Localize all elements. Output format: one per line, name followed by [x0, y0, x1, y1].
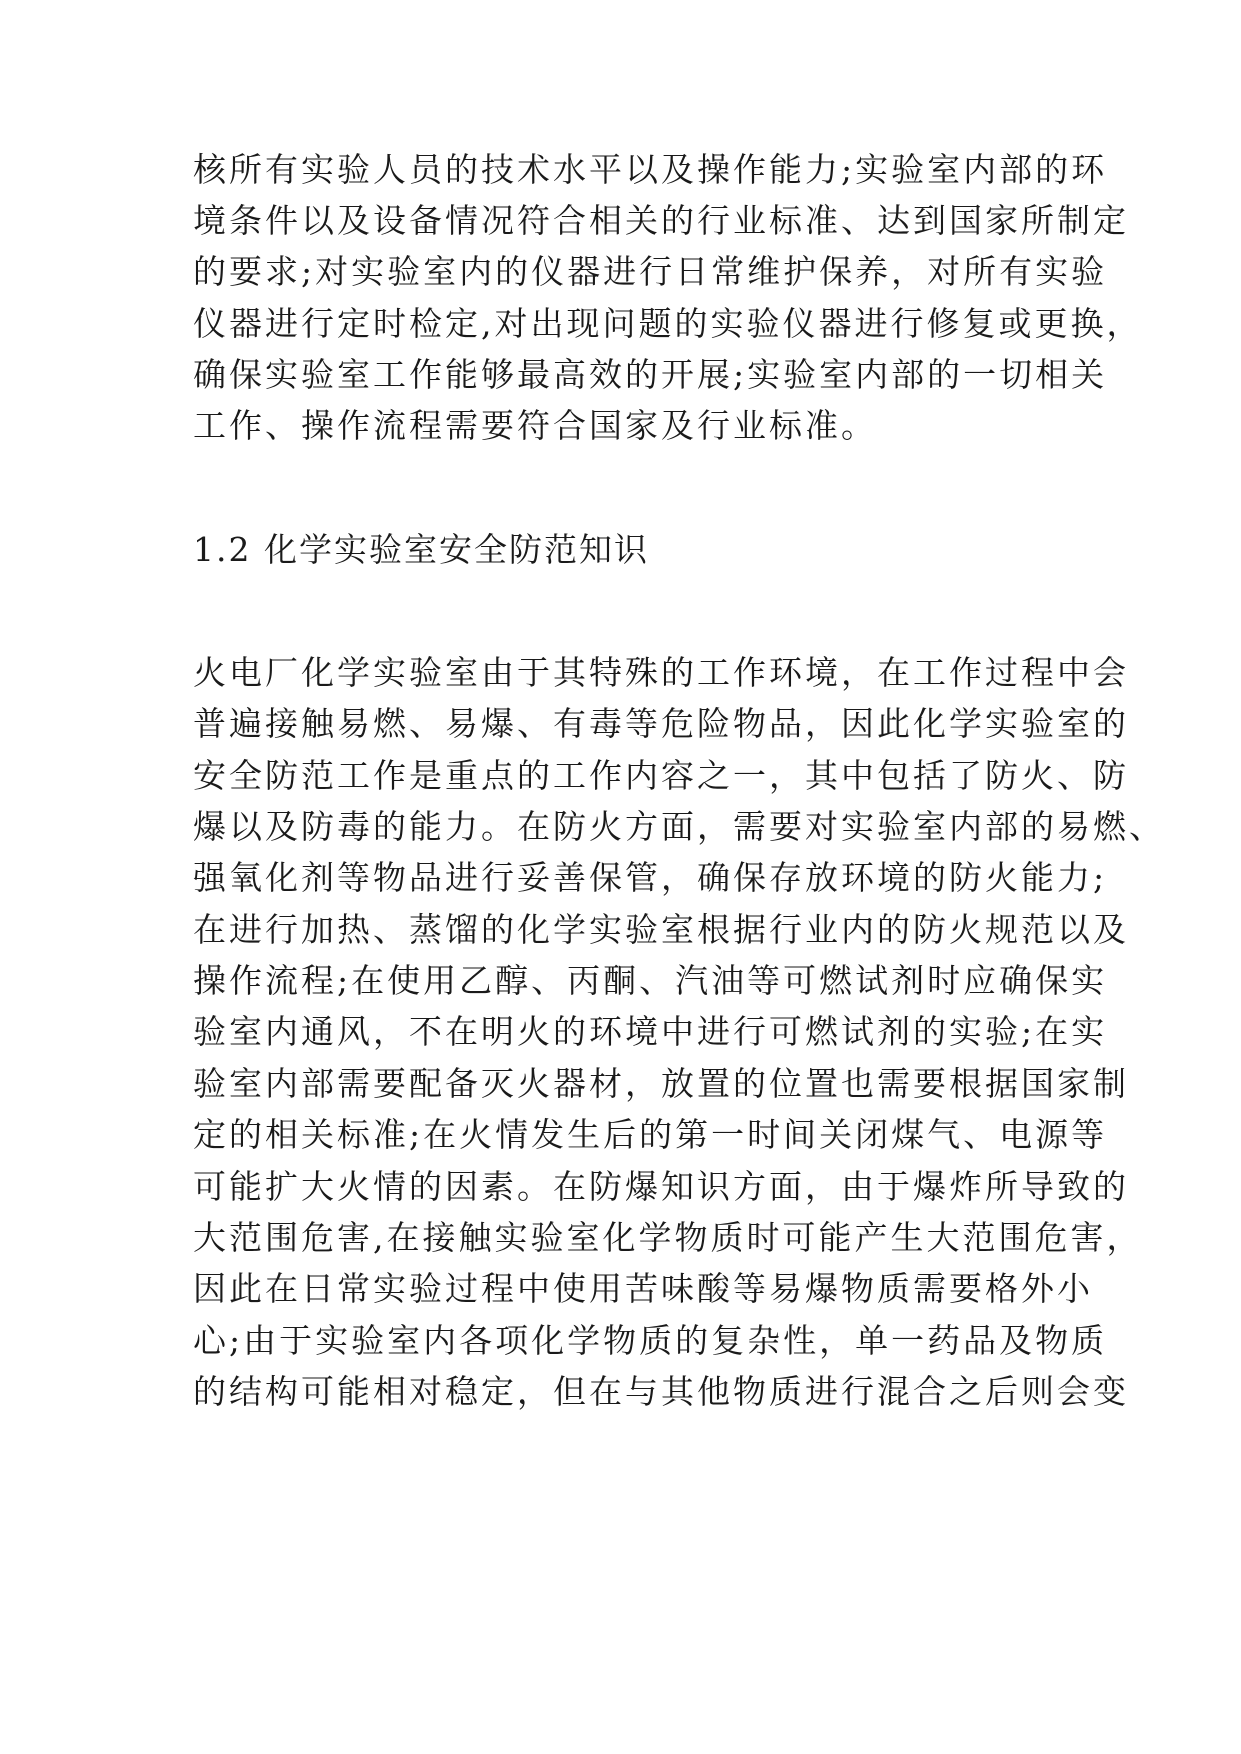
text-line: 操作流程;在使用乙醇、丙酮、汽油等可燃试剂时应确保实 — [193, 961, 1108, 1000]
text-line: 因此在日常实验过程中使用苦味酸等易爆物质需要格外小 — [193, 1269, 1093, 1308]
text-line: 普遍接触易燃、易爆、有毒等危险物品，因此化学实验室的 — [193, 704, 1129, 743]
text-line: 大范围危害,在接触实验室化学物质时可能产生大范围危害， — [193, 1218, 1143, 1257]
text-line: 在进行加热、蒸馏的化学实验室根据行业内的防火规范以及 — [193, 910, 1129, 949]
text-line: 确保实验室工作能够最高效的开展;实验室内部的一切相关 — [193, 355, 1108, 394]
text-line: 火电厂化学实验室由于其特殊的工作环境，在工作过程中会 — [193, 653, 1129, 692]
text-line: 验室内部需要配备灭火器材，放置的位置也需要根据国家制 — [193, 1064, 1129, 1103]
text-line: 的结构可能相对稳定，但在与其他物质进行混合之后则会变 — [193, 1372, 1129, 1411]
text-line: 心;由于实验室内各项化学物质的复杂性，单一药品及物质 — [193, 1321, 1108, 1360]
text-line: 工作、操作流程需要符合国家及行业标准。 — [193, 406, 877, 445]
text-line: 验室内通风，不在明火的环境中进行可燃试剂的实验;在实 — [193, 1012, 1108, 1051]
text-line: 定的相关标准;在火情发生后的第一时间关闭煤气、电源等 — [193, 1115, 1108, 1154]
section-heading: 1.2 化学实验室安全防范知识 — [193, 530, 649, 569]
text-line: 的要求;对实验室内的仪器进行日常维护保养，对所有实验 — [193, 252, 1108, 291]
text-line: 安全防范工作是重点的工作内容之一，其中包括了防火、防 — [193, 756, 1129, 795]
text-line: 核所有实验人员的技术水平以及操作能力;实验室内部的环 — [193, 150, 1108, 189]
text-line: 可能扩大火情的因素。在防爆知识方面，由于爆炸所导致的 — [193, 1167, 1129, 1206]
text-line: 仪器进行定时检定,对出现问题的实验仪器进行修复或更换， — [193, 304, 1143, 343]
text-line: 境条件以及设备情况符合相关的行业标准、达到国家所制定 — [193, 201, 1129, 240]
text-line: 强氧化剂等物品进行妥善保管，确保存放环境的防火能力; — [193, 858, 1108, 897]
text-line: 爆以及防毒的能力。在防火方面，需要对实验室内部的易燃、 — [193, 807, 1165, 846]
